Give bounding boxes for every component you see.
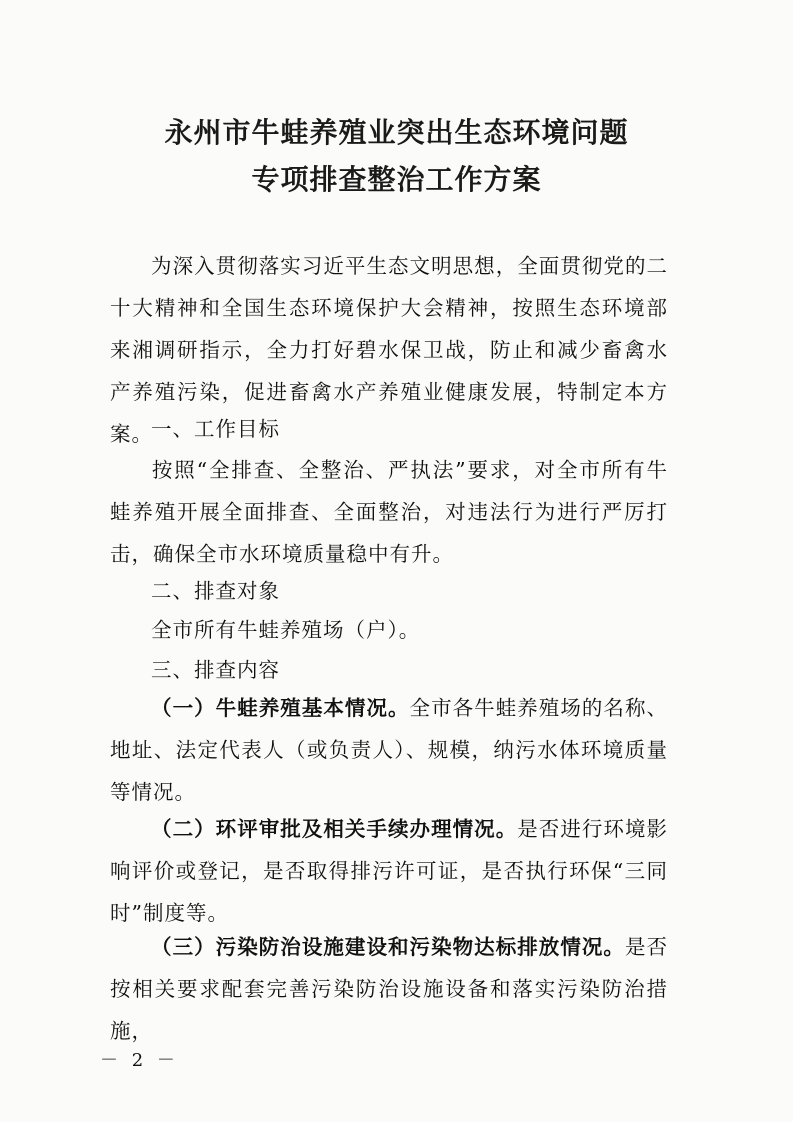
intro-text: 为深入贯彻落实习近平生态文明思想，全面贯彻党的二十大精神和全国生态环境保护大会精神，按照生态环境部来湘调研指示，全力打好碧水保卫战，防止和减少畜禽水产养殖污染，促进畜禽水产养殖业健康发展，特制定本方案。 [110, 254, 668, 446]
item-2-paragraph [110, 808, 668, 934]
document-title-line-1: 永州市牛蛙养殖业突出生态环境问题 [164, 116, 629, 149]
item-2-text: 是否进行环境影响评价或登记，是否取得排污许可证，是否执行环保“三同时”制度等。 [110, 817, 668, 925]
goals-text: 按照“全排查、全整治、严执法”要求，对全市所有牛蛙养殖开展全面排查、全面整治，对违法行为进行严厉打击，确保全市水环境质量稳中有升。 [110, 458, 668, 566]
targets-paragraph [110, 609, 668, 651]
item-1-lead: （一）牛蛙养殖基本情况。 [151, 696, 410, 720]
section-heading-targets: 二、排查对象 [151, 579, 280, 603]
item-2-lead: （二）环评审批及相关手续办理情况。 [151, 817, 518, 841]
section-heading-content: 三、排查内容 [151, 658, 280, 682]
item-1-text: 全市各牛蛙养殖场的名称、地址、法定代表人（或负责人）、规模，纳污水体环境质量等情况。 [110, 696, 669, 804]
section-heading-goals: 一、工作目标 [151, 417, 280, 441]
item-1-paragraph [110, 687, 668, 813]
item-3-paragraph [110, 926, 668, 1052]
targets-text: 全市所有牛蛙养殖场（户）。 [151, 618, 421, 642]
item-3-text: 是否按相关要求配套完善污染防治设施设备和落实污染防治措施， [110, 935, 669, 1043]
item-3-lead: （三）污染防治设施建设和污染物达标排放情况。 [151, 935, 625, 959]
page-number: － 2 － [100, 1050, 179, 1071]
goals-paragraph [110, 449, 668, 575]
document-title-line-2: 专项排查整治工作方案 [251, 163, 542, 196]
